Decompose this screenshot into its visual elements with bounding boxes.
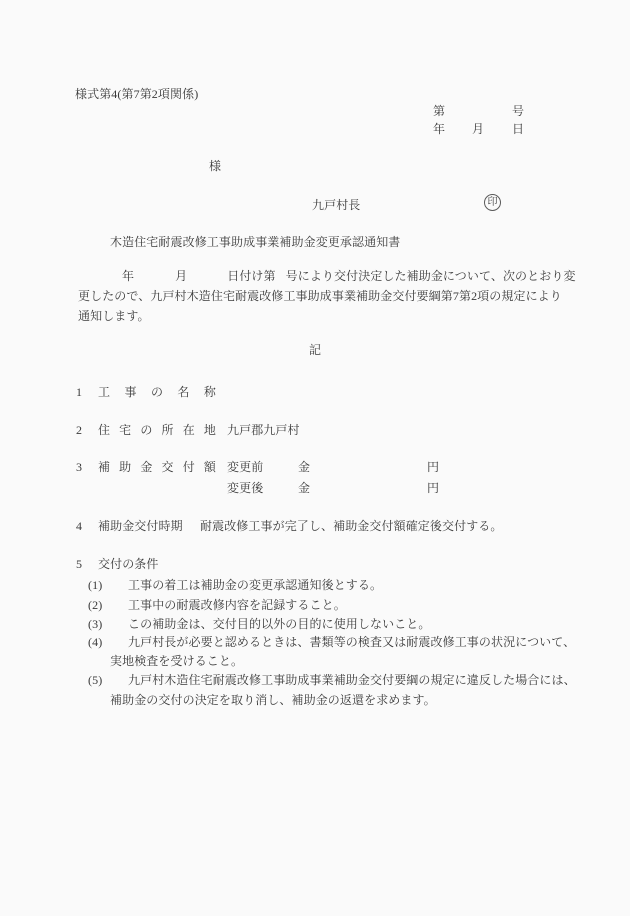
- body-segment: 日付け第: [227, 269, 276, 283]
- item-3-row-before-currency: 金: [298, 460, 311, 474]
- condition-4-text: 九戸村長が必要と認めるときは、書類等の検査又は耐震改修工事の状況について、: [128, 635, 576, 649]
- condition-1-text: 工事の着工は補助金の変更承認通知後とする。: [128, 578, 383, 592]
- item-4-number: 4: [76, 519, 83, 533]
- item-2-number: 2: [76, 423, 83, 437]
- seal-mark-icon: 印: [484, 194, 501, 211]
- item-5-label: 交付の条件: [98, 557, 159, 571]
- condition-3-text: この補助金は、交付目的以外の目的に使用しないこと。: [128, 617, 431, 631]
- item-3-label: 補助金交付額: [98, 460, 216, 474]
- item-3-row-after-currency: 金: [298, 481, 311, 495]
- doc-number-prefix: 第: [433, 104, 446, 118]
- addressee-honorific: 様: [209, 159, 222, 173]
- body-line-3: 通知します。: [78, 309, 150, 323]
- item-3-row-after-label: 変更後: [227, 481, 264, 495]
- item-5-number: 5: [76, 557, 83, 571]
- item-3-number: 3: [76, 460, 83, 474]
- condition-2-text: 工事中の耐震改修内容を記録すること。: [128, 598, 346, 612]
- body-segment: 号により交付決定した補助金について、次のとおり変: [285, 269, 576, 283]
- condition-5-number: (5): [88, 673, 103, 687]
- fill-in-blank: [78, 279, 122, 280]
- condition-5-text: 九戸村木造住宅耐震改修工事助成事業補助金交付要綱の規定に違反した場合には、: [128, 673, 576, 687]
- fill-in-blank: [276, 279, 286, 280]
- record-marker: 記: [308, 343, 322, 357]
- condition-4-number: (4): [88, 635, 103, 649]
- condition-2-number: (2): [88, 598, 103, 612]
- item-3-row-before-unit: 円: [427, 460, 440, 474]
- item-4-value: 耐震改修工事が完了し、補助金交付額確定後交付する。: [200, 519, 503, 533]
- fill-in-blank: [134, 279, 175, 280]
- body-segment: 月: [175, 269, 188, 283]
- condition-5-text-continued: 補助金の交付の決定を取り消し、補助金の返還を求めます。: [110, 693, 436, 707]
- condition-4-text-continued: 実地検査を受けること。: [110, 654, 244, 668]
- date-month-label: 月: [472, 122, 485, 136]
- body-segment: 年: [122, 269, 135, 283]
- item-2-value: 九戸郡九戸村: [227, 423, 300, 437]
- item-3-row-after-unit: 円: [427, 481, 440, 495]
- condition-3-number: (3): [88, 617, 103, 631]
- condition-1-number: (1): [88, 578, 103, 592]
- body-line-2: 更したので、九戸村木造住宅耐震改修工事助成事業補助金交付要綱第7第2項の規定により: [78, 289, 562, 303]
- form-label: 様式第4(第7第2項関係): [75, 87, 199, 101]
- body-line-1: [78, 270, 576, 283]
- item-1-number: 1: [76, 385, 83, 399]
- item-4-label: 補助金交付時期: [98, 519, 183, 533]
- document-title: 木造住宅耐震改修工事助成事業補助金変更承認通知書: [110, 235, 401, 249]
- sender-name: 九戸村長: [312, 198, 361, 212]
- item-1-label: 工事の名称: [98, 385, 216, 399]
- date-year-label: 年: [433, 122, 446, 136]
- item-3-row-before-label: 変更前: [227, 460, 264, 474]
- fill-in-blank: [187, 279, 227, 280]
- doc-number-suffix: 号: [512, 104, 525, 118]
- date-day-label: 日: [512, 122, 525, 136]
- item-2-label: 住宅の所在地: [98, 423, 216, 437]
